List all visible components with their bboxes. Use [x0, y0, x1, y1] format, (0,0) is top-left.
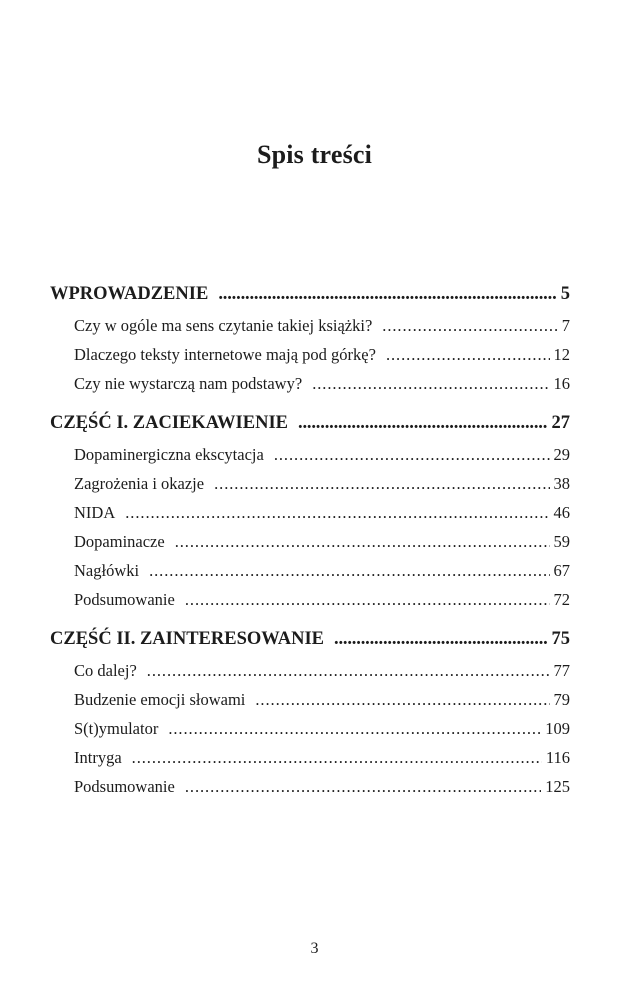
dot-leader [298, 406, 548, 440]
toc-page-number: 75 [551, 629, 570, 649]
toc-section-wprowadzenie[interactable] [50, 277, 570, 311]
toc-entry-label: Dlaczego teksty internetowe mają pod górkę? [74, 345, 376, 364]
dot-leader [175, 527, 550, 556]
toc-page-number: 59 [553, 532, 570, 551]
toc-entry-label: Budzenie emocji słowami [74, 690, 246, 709]
toc-entry[interactable] [74, 498, 570, 527]
toc-page-number: 38 [553, 474, 570, 493]
dot-leader [218, 277, 556, 311]
toc-entry-label: Dopaminacze [74, 532, 165, 551]
toc-entry[interactable] [74, 440, 570, 469]
toc-entry-label: Podsumowanie [74, 777, 175, 796]
dot-leader [132, 743, 542, 772]
toc-entry-label: Co dalej? [74, 661, 137, 680]
toc-entry-label: Dopaminergiczna ekscytacja [74, 445, 264, 464]
dot-leader [334, 622, 548, 656]
toc-page-number: 7 [561, 316, 570, 335]
toc-page-number: 72 [553, 590, 570, 609]
dot-leader [185, 585, 550, 614]
toc-page-number: 5 [560, 284, 570, 304]
toc-entry-label: Czy w ogóle ma sens czytanie takiej książki? [74, 316, 373, 335]
toc-entry-label: Czy nie wystarczą nam podstawy? [74, 374, 303, 393]
toc-page-number: 79 [553, 690, 570, 709]
toc-page-number: 27 [551, 413, 570, 433]
toc-entry-label: Intryga [74, 748, 122, 767]
dot-leader [125, 498, 549, 527]
section-gap [50, 614, 570, 622]
toc-entry-label: Zagrożenia i okazje [74, 474, 205, 493]
toc-page-number: 12 [553, 345, 570, 364]
dot-leader [312, 369, 549, 398]
page-number: 3 [310, 940, 319, 957]
toc-entry[interactable] [74, 685, 570, 714]
toc-entry-label: S(t)ymulator [74, 719, 159, 738]
toc-entry[interactable] [74, 714, 570, 743]
toc-page-number: 125 [545, 777, 570, 796]
dot-leader [185, 772, 541, 801]
dot-leader [274, 440, 550, 469]
toc-entry[interactable] [74, 743, 570, 772]
section-gap [50, 398, 570, 406]
toc-page-number: 29 [553, 445, 570, 464]
dot-leader [386, 340, 550, 369]
dot-leader [255, 685, 549, 714]
toc-page-number: 77 [553, 661, 570, 680]
dot-leader [168, 714, 541, 743]
toc-entry-label: Podsumowanie [74, 590, 175, 609]
toc-entry[interactable] [74, 311, 570, 340]
toc-entry[interactable] [74, 340, 570, 369]
page-title: Spis treści [256, 140, 373, 169]
toc-entry[interactable] [74, 556, 570, 585]
toc-page-number: 16 [553, 374, 570, 393]
toc-entry-label: NIDA [74, 503, 116, 522]
toc-page-number: 46 [553, 503, 570, 522]
table-of-contents [50, 277, 570, 801]
toc-page-number: 116 [545, 748, 570, 767]
dot-leader [382, 311, 557, 340]
toc-page-number: 109 [545, 719, 570, 738]
dot-leader [214, 469, 549, 498]
toc-section-label: CZĘŚĆ I. ZACIEKAWIENIE [50, 413, 288, 433]
toc-entry[interactable] [74, 656, 570, 685]
toc-section-label: CZĘŚĆ II. ZAINTERESOWANIE [50, 629, 324, 649]
toc-entry[interactable] [74, 527, 570, 556]
toc-section-czesc-2[interactable] [50, 622, 570, 656]
toc-page-number: 67 [553, 561, 570, 580]
toc-section-czesc-1[interactable] [50, 406, 570, 440]
dot-leader [149, 556, 549, 585]
toc-entry[interactable] [74, 772, 570, 801]
toc-section-label: WPROWADZENIE [50, 284, 209, 304]
toc-entry[interactable] [74, 369, 570, 398]
dot-leader [147, 656, 550, 685]
toc-entry-label: Nagłówki [74, 561, 140, 580]
toc-entry[interactable] [74, 585, 570, 614]
toc-entry[interactable] [74, 469, 570, 498]
